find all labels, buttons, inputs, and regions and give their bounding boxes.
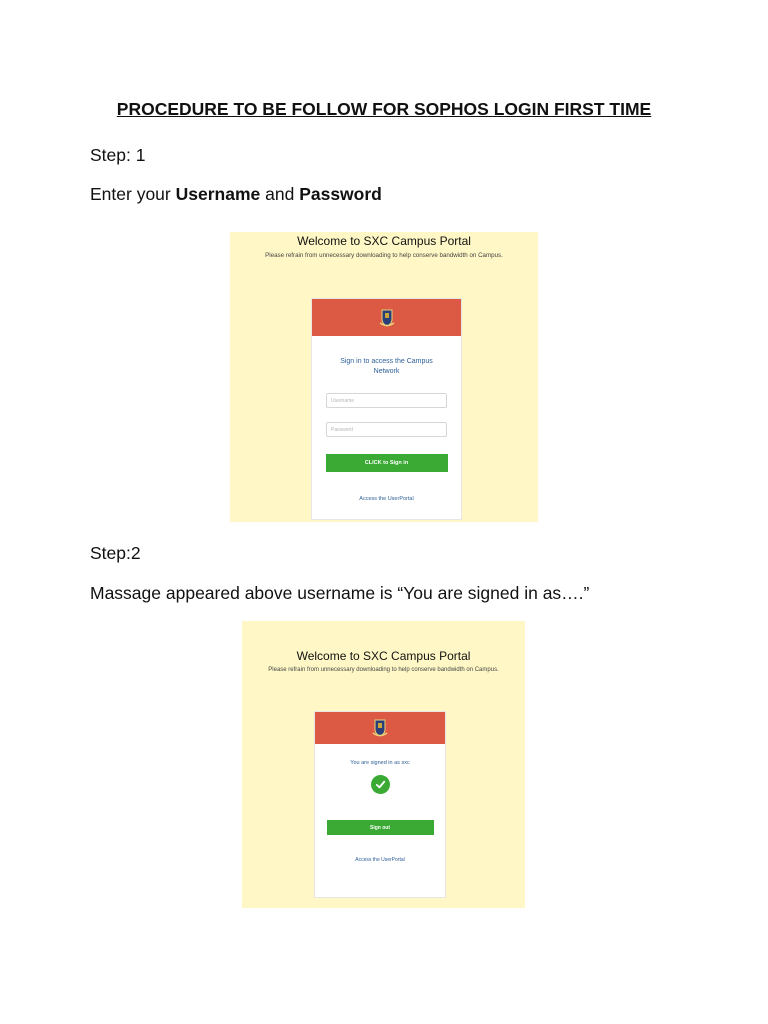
step2-instruction: Massage appeared above username is “You are signed in as….” (90, 583, 590, 603)
step1-text-before: Enter your (90, 184, 176, 204)
step1-bold-password: Password (299, 184, 382, 204)
step2-heading: Step:2 (90, 543, 141, 563)
login-card (311, 298, 462, 520)
password-input[interactable] (326, 422, 447, 437)
step1-text-middle: and (260, 184, 300, 204)
college-crest-icon (379, 308, 395, 328)
document-title: PROCEDURE TO BE FOLLOW FOR SOPHOS LOGIN FIRST TIME (116, 99, 652, 119)
signed-in-card (314, 711, 446, 898)
user-portal-link[interactable]: Access the UserPortal (359, 496, 414, 502)
sign-in-button[interactable]: CLICK to Sign in (326, 454, 448, 472)
username-input[interactable] (326, 393, 447, 408)
checkmark-icon (375, 779, 386, 790)
signin-prompt: Sign in to access the Campus Network (340, 358, 433, 375)
portal-screenshot-signed-in (242, 621, 525, 908)
card-header (312, 299, 461, 336)
card-header (315, 712, 445, 744)
portal-title: Welcome to SXC Campus Portal (296, 649, 471, 663)
user-portal-link[interactable]: Access the UserPortal (355, 857, 405, 863)
portal-subtitle: Please refrain from unnecessary downloading to help conserve bandwidth on Campus. (265, 252, 503, 259)
portal-title: Welcome to SXC Campus Portal (297, 234, 471, 248)
portal-screenshot-login (230, 232, 538, 522)
sign-out-button[interactable]: Sign out (327, 820, 434, 835)
signed-in-message: You are signed in as sxc (350, 760, 410, 766)
step1-instruction (90, 184, 382, 205)
step1-bold-username: Username (175, 184, 261, 204)
step1-heading: Step: 1 (90, 145, 146, 165)
check-circle-icon (371, 775, 390, 794)
college-crest-icon (372, 718, 388, 738)
portal-subtitle: Please refrain from unnecessary downloading to help conserve bandwidth on Campus. (268, 667, 499, 673)
